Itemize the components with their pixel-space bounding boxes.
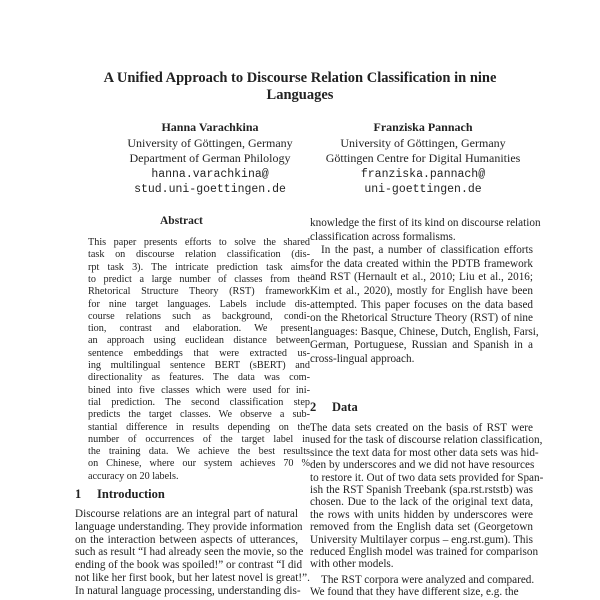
text-line: In natural language processing, understanding dis- [75,584,301,597]
author-email-domain: uni-goettingen.de [364,183,482,197]
text-line: such as result “I had already seen the movie, so the [75,546,304,559]
text-line: accuracy on 20 labels. [88,470,179,482]
text-line: the training data. We achieve the best results [88,446,310,458]
author-name: Hanna Varachkina [161,120,259,134]
section-number: 1 [75,487,82,501]
text-line: German, Portuguese, Russian and Spanish in a [310,339,533,352]
text-line: ish the RST Spanish Treebank (spa.rst.rststb) was [310,484,533,496]
text-line: rpt task 3). The intricate prediction task aims [88,261,310,273]
text-line: predicts the target classes. We observe a sub- [88,409,310,421]
paper-title-line-2: Languages [266,87,334,103]
author-email-domain: stud.uni-goettingen.de [134,183,286,197]
text-line: Discourse relations are an integral part of natural [75,508,298,520]
text-line: The data sets created on the basis of RST were [310,422,533,434]
text-line: on Chinese, where our system achieves 70 % [88,458,310,470]
text-line: cross-lingual approach. [310,353,415,365]
text-line: and RST (Hernault et al., 2010; Liu et al., 2016; [310,271,533,284]
author-department: Göttingen Centre for Digital Humanities [325,151,521,166]
author-email: franziska.pannach@ [360,167,486,181]
text-line: the rows with units hidden by underscores were [310,508,533,521]
text-line: for the data created within the PDTB framework [310,257,533,270]
author-email: hanna.varachkina@ [151,167,269,181]
text-line: bined into five classes which were used for ini- [88,384,310,396]
text-line: course relations such as background, condi- [88,310,310,322]
abstract-heading: Abstract [160,215,203,227]
text-line: den by underscores and we did not have resources [310,459,535,472]
text-line: used for the task of discourse relation classification, [310,434,543,447]
text-line: knowledge the first of its kind on discourse relation [310,217,541,229]
text-line: with other models. [310,558,394,571]
section-number: 2 [310,400,317,414]
text-line: number of occurrences of the target label in [88,433,310,445]
text-line: to restore it. Out of two data sets provided for Span- [310,471,544,484]
text-line: sentence embeddings that were extracted us- [88,347,310,359]
text-line: languages: Basque, Chinese, Dutch, English, Farsi, [310,325,539,338]
author-affiliation: University of Göttingen, Germany [127,135,293,150]
text-line: removed from the English data set (Georgetown [310,521,533,534]
text-line: The RST corpora were analyzed and compared. [321,573,535,586]
text-line: chosen. Due to the lack of the original text data, [310,496,533,509]
text-line: tion, contrast and elaboration. We present [88,323,310,335]
text-line: reduced English model was trained for comparison [310,546,539,558]
author-name: Franziska Pannach [373,120,473,134]
text-line: tial prediction. The second classification step [88,396,310,408]
text-line: Rhetorical Structure Theory (RST) framework [88,286,310,298]
text-line: ing multilingual sentence BERT (sBERT) and [88,360,310,371]
text-line: to predict a large number of classes from the [88,273,310,285]
text-line: task on discourse relation classification (dis- [88,249,310,261]
author-block-2 [308,120,538,198]
text-line: directionality as features. The data was com- [88,372,310,384]
section-heading-introduction [75,487,165,501]
text-line: We found that they have different size, e.g. the [310,586,519,599]
text-line: on the Rhetorical Structure Theory (RST) of nine [310,312,533,325]
author-affiliation: University of Göttingen, Germany [340,135,506,150]
section-heading-data [310,400,358,414]
section-title: Introduction [97,487,165,501]
text-line: on the interaction between aspects of utterances, [75,533,298,546]
author-block-1 [95,120,325,198]
text-line: for nine target languages. Labels include dis- [88,298,310,310]
paper-title-line-1: A Unified Approach to Discourse Relation Classification in nine [103,70,497,86]
text-line: ending of the book was spoiled!” or contrast “I did [75,559,303,572]
author-department: Department of German Philology [129,151,291,166]
section-title: Data [332,400,358,414]
text-line: classification across formalisms. [310,230,456,243]
text-line: Kim et al., 2020), mostly for English have been [310,285,533,297]
text-line: attempted. This paper focuses on the data based [310,298,533,311]
text-line: not like her first book, but her latest novel is great!”. [75,572,310,584]
text-line: language understanding. They provide information [75,520,303,533]
text-line: University Multilayer corpus – eng.rst.gum). This [310,533,533,546]
text-line: since the text data for most other data sets was hid- [310,446,539,459]
text-line: In the past, a number of classification efforts [321,244,533,257]
text-line: stantial difference in results depending on the [88,421,310,433]
text-line: an approach using euclidean distance between [88,335,310,347]
text-line: This paper presents efforts to solve the shared [88,237,310,248]
